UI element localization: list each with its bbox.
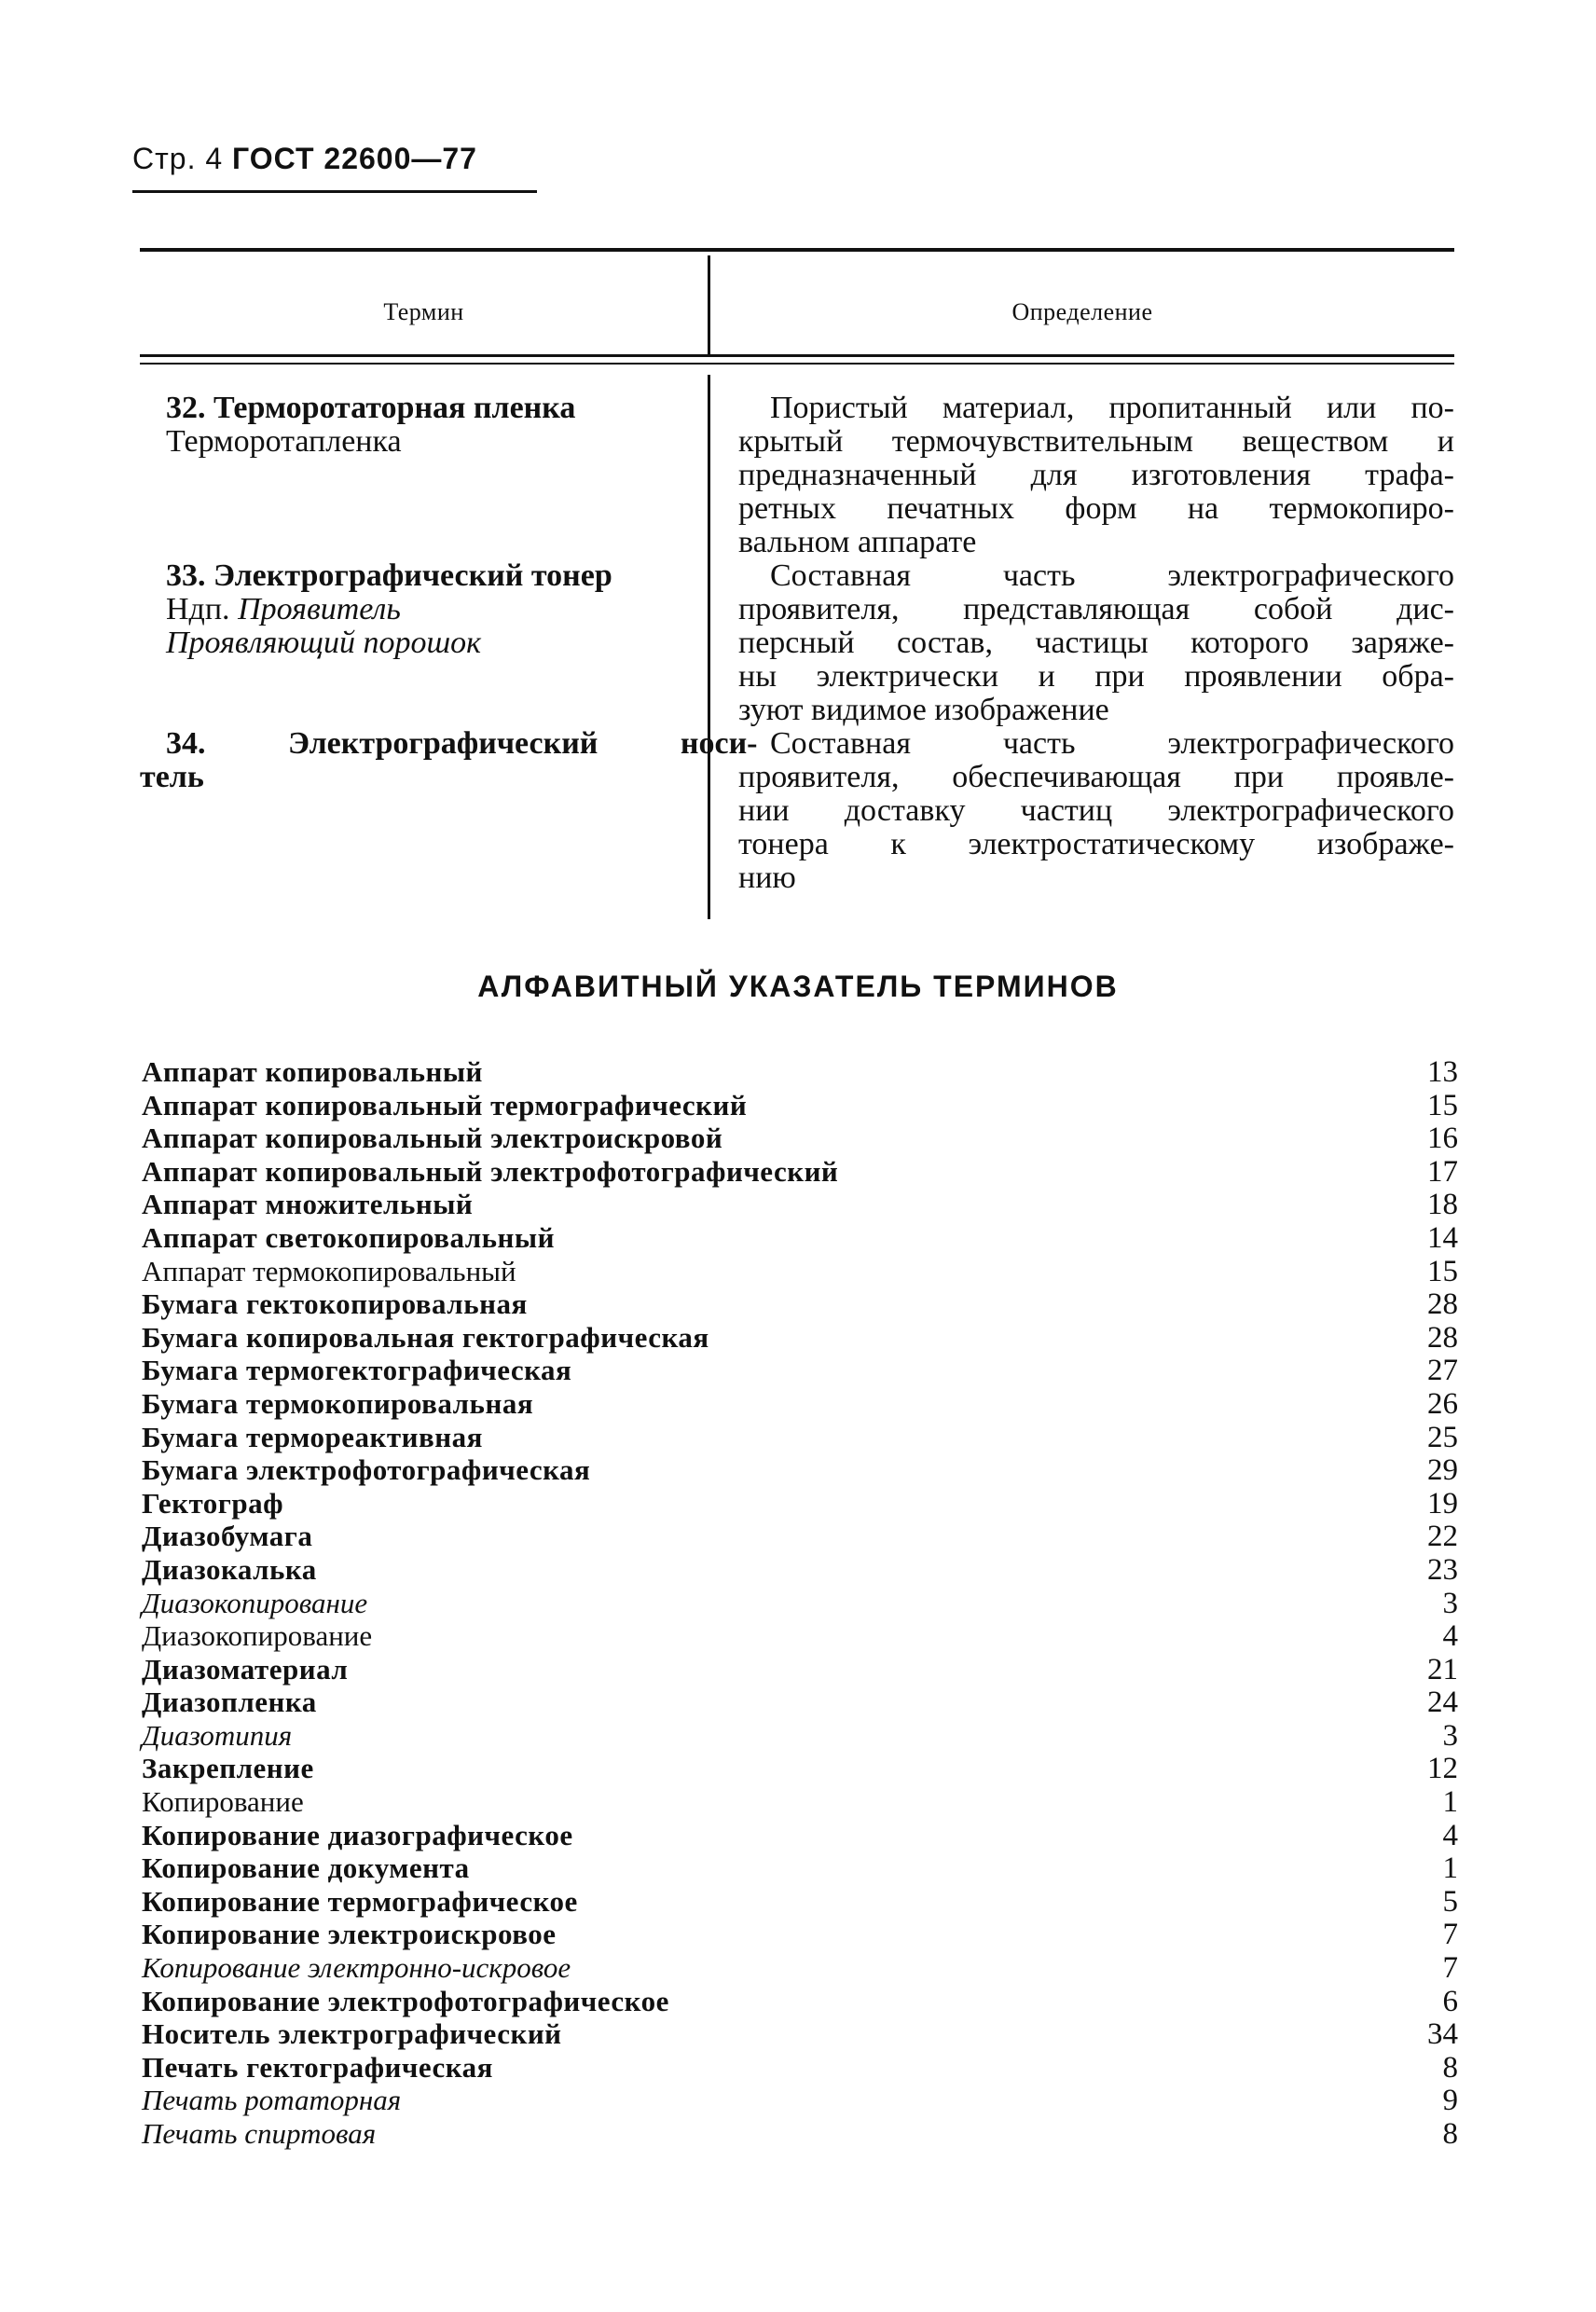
header-rule-upper	[140, 354, 1454, 357]
index-term: Бумага электрофотографическая	[142, 1453, 591, 1487]
term-deprecated	[166, 593, 707, 626]
index-entry	[142, 1453, 1458, 1487]
index-entry	[142, 1122, 1458, 1155]
index-term-number: 16	[1427, 1122, 1458, 1156]
index-entry	[142, 1719, 1458, 1753]
index-term-number: 4	[1442, 1619, 1458, 1654]
index-term: Копирование диазографическое	[142, 1818, 573, 1851]
index-term: Копирование электронно-искровое	[142, 1951, 571, 1985]
index-entry	[142, 1951, 1458, 1985]
header-rule	[132, 190, 537, 193]
index-entry	[142, 1686, 1458, 1719]
index-term-number: 5	[1442, 1884, 1458, 1919]
definition-line: Пористый материал, пропитанный или по-	[770, 391, 1454, 425]
index-term: Диазобумага	[142, 1520, 313, 1553]
column-header-term: Термин	[383, 298, 464, 325]
index-term-number: 17	[1427, 1154, 1458, 1189]
index-term: Аппарат копировальный термографический	[142, 1088, 748, 1122]
term-name: 32. Терморотаторная пленка	[166, 391, 576, 425]
index-term-number: 26	[1427, 1386, 1458, 1421]
index-term: Копирование электроискровое	[142, 1918, 557, 1951]
index-term-number: 9	[1442, 2084, 1458, 2118]
definition-line: проявителя, представляющая собой дис-	[738, 592, 1454, 626]
column-header-definition: Определение	[1011, 298, 1153, 325]
index-term: Аппарат термокопировальный	[142, 1254, 516, 1287]
index-term-number: 4	[1442, 1818, 1458, 1852]
header-rule-lower	[140, 363, 1454, 365]
definition-line: ны электрически и при проявлении обра-	[738, 659, 1454, 694]
term-cell	[140, 726, 758, 794]
index-entry	[142, 1387, 1458, 1421]
index-term: Аппарат копировальный	[142, 1055, 483, 1088]
index-term-number: 7	[1442, 1951, 1458, 1986]
definition-line: зуют видимое изображение	[738, 693, 1109, 727]
index-term-number: 6	[1442, 1984, 1458, 2018]
definition-line: нию	[738, 860, 796, 895]
index-term-number: 18	[1427, 1188, 1458, 1222]
index-term-number: 3	[1442, 1586, 1458, 1620]
index-term: Диазопленка	[142, 1686, 317, 1719]
index-term: Диазоматериал	[142, 1652, 349, 1686]
term-name	[140, 726, 758, 761]
index-term: Копирование электрофотографическое	[142, 1984, 669, 2017]
index-list	[142, 1055, 1458, 2151]
index-entry	[142, 2017, 1458, 2051]
definition-cell	[738, 727, 1454, 895]
index-entry	[142, 1918, 1458, 1951]
definition-line: крытый термочувствительным веществом и	[738, 424, 1454, 459]
index-entry	[142, 1354, 1458, 1387]
index-title: АЛФАВИТНЫЙ УКАЗАТЕЛЬ ТЕРМИНОВ	[477, 970, 1119, 1003]
index-term: Диазокопирование	[142, 1619, 373, 1653]
index-term-number: 28	[1427, 1320, 1458, 1355]
definition-line: Составная часть электрографического	[770, 558, 1454, 593]
index-entry	[142, 1055, 1458, 1089]
index-entry	[142, 1520, 1458, 1553]
definition-line: нии доставку частиц электрографического	[738, 793, 1454, 828]
index-term-number: 15	[1427, 1254, 1458, 1288]
index-term: Диазокопирование	[142, 1586, 368, 1619]
index-term: Бумага термогектографическая	[142, 1354, 572, 1387]
definition-line: Составная часть электрографического	[770, 726, 1454, 761]
index-term: Бумага гектокопировальная	[142, 1287, 528, 1321]
index-entry	[142, 1851, 1458, 1885]
definition-cell	[738, 559, 1454, 727]
index-term: Закрепление	[142, 1752, 314, 1785]
index-entry	[142, 2117, 1458, 2151]
index-term-number: 1	[1442, 1851, 1458, 1886]
definition-line: тонера к электростатическому изображе-	[738, 827, 1454, 861]
index-term-number: 1	[1442, 1785, 1458, 1820]
index-term-number: 19	[1427, 1486, 1458, 1521]
index-entry	[142, 1619, 1458, 1653]
term-synonym: Терморотапленка	[166, 424, 402, 459]
index-entry	[142, 1752, 1458, 1785]
index-entry	[142, 1255, 1458, 1288]
index-term-number: 27	[1427, 1354, 1458, 1388]
index-entry	[142, 1421, 1458, 1454]
index-term: Копирование термографическое	[142, 1884, 578, 1918]
index-term: Аппарат копировальный электроискровой	[142, 1122, 723, 1155]
index-term: Бумага термокопировальная	[142, 1386, 534, 1420]
terms-table	[140, 248, 1454, 919]
definition-line: ретных печатных форм на термокопиро-	[738, 491, 1454, 526]
index-term: Гектограф	[142, 1486, 284, 1520]
term-name: 33. Электрографический тонер	[166, 558, 612, 593]
index-entry	[142, 2084, 1458, 2117]
index-term: Носитель электрографический	[142, 2017, 562, 2051]
definition-cell	[738, 392, 1454, 559]
index-term: Аппарат копировальный электрофотографический	[142, 1154, 839, 1188]
index-entry	[142, 1287, 1458, 1321]
index-term: Аппарат светокопировальный	[142, 1220, 555, 1254]
index-term-number: 12	[1427, 1752, 1458, 1786]
index-term: Аппарат множительный	[142, 1188, 474, 1221]
index-entry	[142, 1885, 1458, 1919]
index-term: Бумага термореактивная	[142, 1420, 483, 1453]
deprecated-marker: Ндп.	[166, 592, 230, 626]
index-term-number: 14	[1427, 1220, 1458, 1255]
term-cell	[166, 559, 707, 660]
index-term: Диазокалька	[142, 1552, 317, 1586]
index-entry	[142, 1487, 1458, 1521]
deprecated-term: Проявитель	[238, 592, 401, 626]
index-term: Диазотипия	[142, 1718, 293, 1752]
definition-line: предназначенный для изготовления трафа-	[738, 458, 1454, 492]
index-term-number: 28	[1427, 1287, 1458, 1322]
index-term-number: 22	[1427, 1520, 1458, 1554]
index-entry	[142, 1321, 1458, 1355]
index-entry	[142, 1653, 1458, 1686]
index-term-number: 24	[1427, 1686, 1458, 1720]
index-term-number: 34	[1427, 2017, 1458, 2052]
index-term-number: 23	[1427, 1552, 1458, 1587]
page-header	[132, 142, 477, 176]
index-term: Печать спиртовая	[142, 2117, 377, 2150]
index-entry	[142, 1785, 1458, 1819]
standard-title: ГОСТ 22600—77	[232, 142, 477, 175]
index-term-number: 21	[1427, 1652, 1458, 1686]
index-term-number: 3	[1442, 1718, 1458, 1753]
index-entry	[142, 2051, 1458, 2085]
index-term-number: 8	[1442, 2050, 1458, 2085]
index-term: Копирование документа	[142, 1851, 470, 1885]
index-term-number: 15	[1427, 1088, 1458, 1122]
index-entry	[142, 1553, 1458, 1587]
table-top-rule	[140, 248, 1454, 252]
index-entry	[142, 1587, 1458, 1620]
page-number: Стр. 4	[132, 142, 224, 175]
index-term-number: 13	[1427, 1055, 1458, 1089]
index-entry	[142, 1089, 1458, 1122]
term-name-continued: тель	[140, 760, 204, 794]
definition-line: вальном аппарате	[738, 525, 977, 559]
definition-line: проявителя, обеспечивающая при проявле-	[738, 760, 1454, 794]
index-term-number: 8	[1442, 2117, 1458, 2151]
index-term-number: 7	[1442, 1918, 1458, 1952]
index-term-number: 25	[1427, 1420, 1458, 1454]
index-entry	[142, 1985, 1458, 2018]
term-cell	[166, 392, 707, 459]
index-entry	[142, 1188, 1458, 1221]
column-divider	[708, 375, 710, 919]
index-term: Копирование	[142, 1785, 304, 1819]
definition-line: персный состав, частицы которого заряже-	[738, 626, 1454, 660]
index-term: Бумага копировальная гектографическая	[142, 1320, 709, 1354]
term-name-part: 34. Электрографический носи-	[166, 726, 758, 761]
deprecated-term: Проявляющий порошок	[166, 626, 482, 660]
index-term-number: 29	[1427, 1453, 1458, 1488]
index-entry	[142, 1221, 1458, 1255]
index-term: Печать гектографическая	[142, 2050, 493, 2084]
index-entry	[142, 1155, 1458, 1189]
index-entry	[142, 1819, 1458, 1852]
index-term: Печать ротаторная	[142, 2084, 402, 2117]
